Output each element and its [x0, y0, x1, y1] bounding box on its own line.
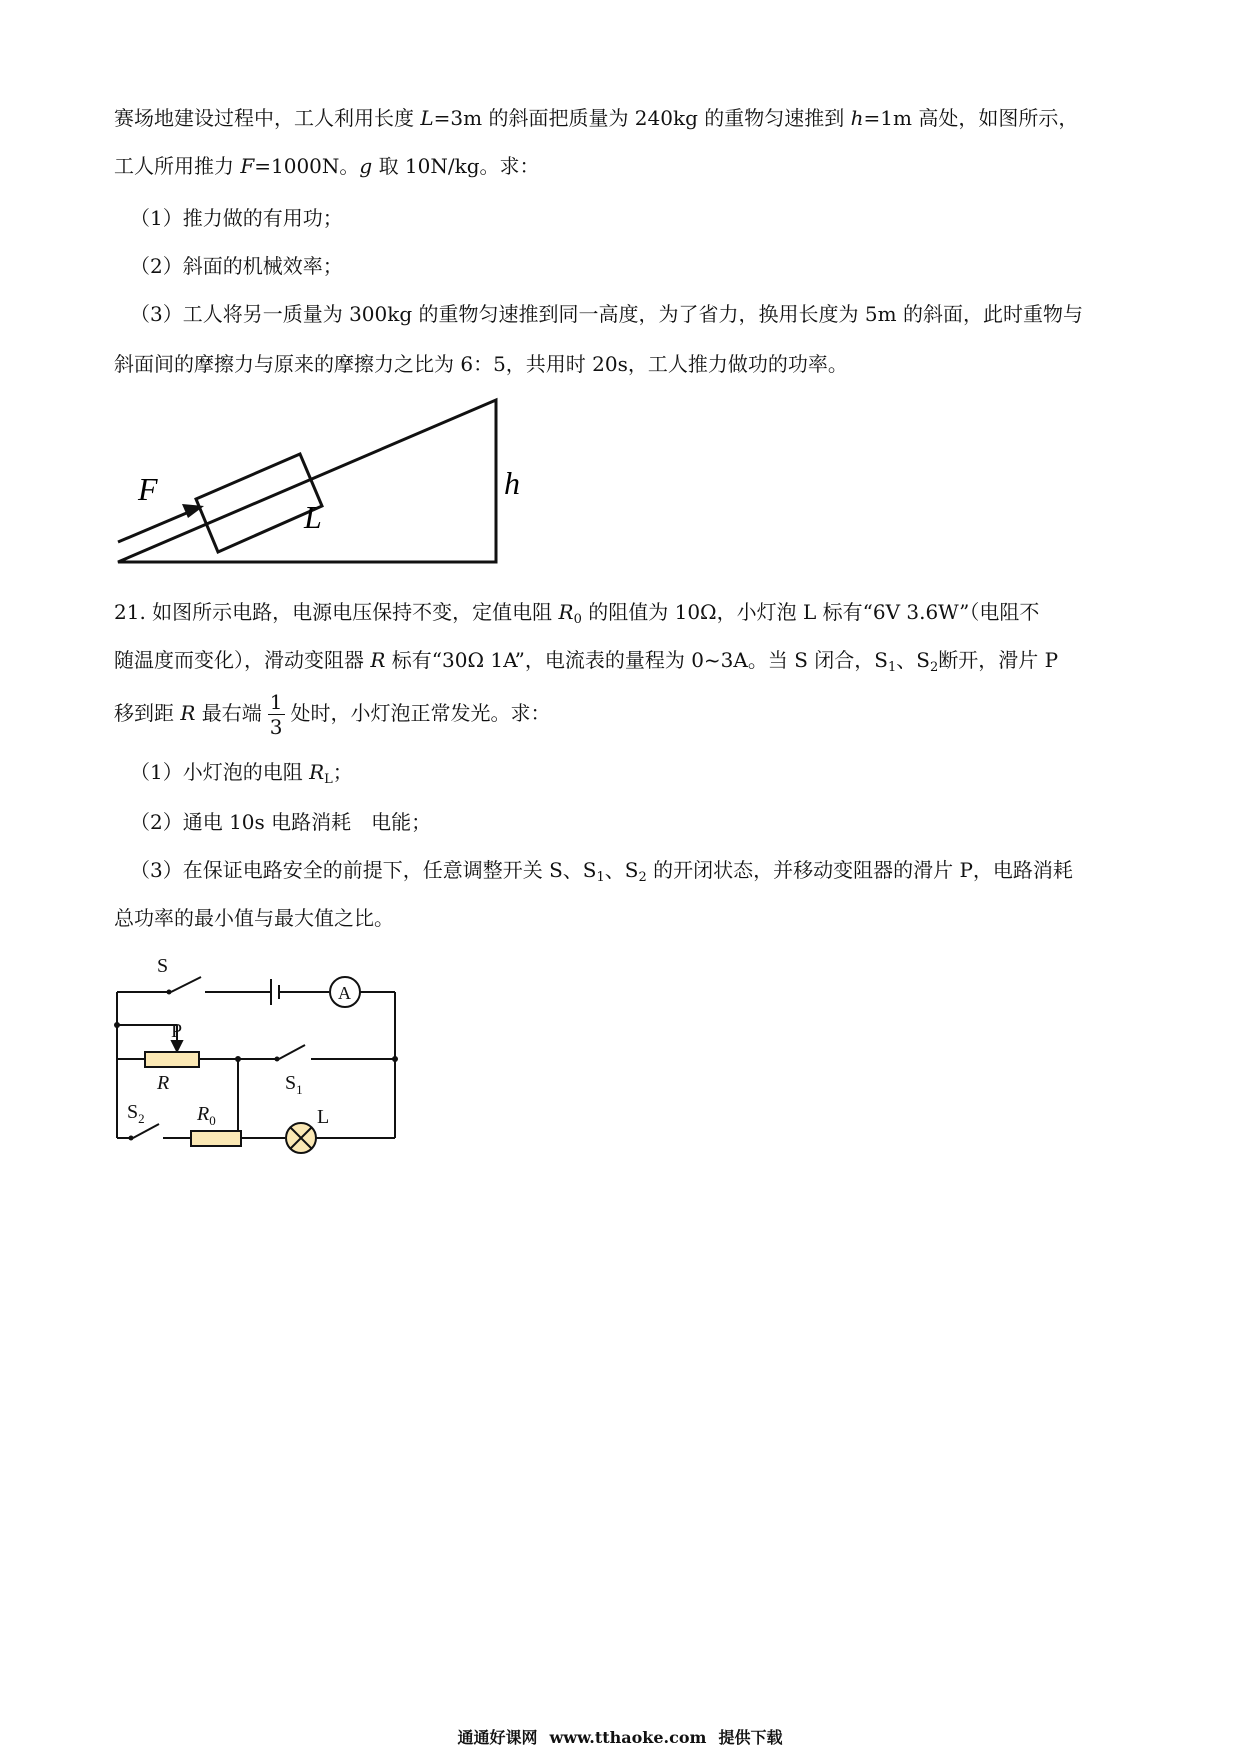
- footer-site: 通通好课网: [457, 1728, 538, 1747]
- fraction-one-third: $\frac{1}{3}$: [269, 690, 283, 739]
- q20-part-3-line-2: 斜面间的摩擦力与原来的摩擦力之比为 6：5，共用时 20s，工人推力做功的功率。: [114, 352, 848, 376]
- q21-line-3: 移到距 R 最右端 $\frac{1}{3}$ 处时，小灯泡正常发光。求：: [114, 690, 551, 739]
- incline-figure: [100, 390, 520, 570]
- q21-line-1: 21. 如图所示电路，电源电压保持不变，定值电阻 $R_0$ 的阻值为 10Ω，小灯泡 L 标有“6V 3.6W”（电阻不: [114, 600, 1040, 627]
- circuit-figure: [105, 955, 405, 1155]
- footer-url[interactable]: www.tthaoke.com: [549, 1728, 707, 1747]
- q21-part-3-line-1: （3）在保证电路安全的前提下，任意调整开关 S、$S_1$、$S_2$ 的开闭状态，并移动变阻器的滑片 P，电路消耗: [130, 858, 1073, 885]
- q21-part-2: （2）通电 10s 电路消耗 电能；: [130, 810, 432, 834]
- ammeter-label: A: [338, 983, 351, 1003]
- q20-line-1: 赛场地建设过程中，工人利用长度 L=3m 的斜面把质量为 240kg 的重物匀速推到 h=1m 高处，如图所示，: [114, 106, 1079, 130]
- height-label: h: [504, 465, 520, 501]
- lamp-label: L: [317, 1106, 330, 1128]
- switch-s-lever: [171, 977, 201, 992]
- switch-s-label: S: [157, 955, 169, 977]
- q21-part-3-line-2: 总功率的最小值与最大值之比。: [114, 906, 394, 930]
- switch-s2-lever: [133, 1124, 159, 1138]
- q20-line-2: 工人所用推力 F=1000N。g 取 10N/kg。求：: [114, 154, 540, 178]
- q20-part-3-line-1: （3）工人将另一质量为 300kg 的重物匀速推到同一高度，为了省力，换用长度为 5m 的斜面，此时重物与: [130, 302, 1083, 326]
- page-footer: [0, 1728, 1240, 1748]
- force-label: F: [138, 471, 158, 507]
- q20-part-1: （1）推力做的有用功；: [130, 206, 343, 230]
- rheostat-label: R: [157, 1072, 170, 1094]
- slider-p-arrow: [172, 1041, 182, 1051]
- q21-part-1: （1）小灯泡的电阻 $R_L$；: [130, 760, 353, 787]
- q20-part-2: （2）斜面的机械效率；: [130, 254, 343, 278]
- switch-s2-label: $S_2$: [127, 1101, 145, 1126]
- switch-s1-lever: [279, 1045, 305, 1059]
- footer-suffix: 提供下载: [718, 1728, 783, 1747]
- resistor-r0: [191, 1131, 241, 1146]
- rheostat-r: [145, 1052, 199, 1067]
- switch-s1-label: $S_1$: [285, 1072, 303, 1097]
- resistor-r0-label: $R_0$: [197, 1103, 216, 1128]
- slider-p-label: P: [171, 1020, 183, 1042]
- incline-triangle: [118, 400, 496, 562]
- force-arrow-shaft: [118, 509, 196, 542]
- q21-line-2: 随温度而变化），滑动变阻器 R 标有“30Ω 1A”，电流表的量程为 0~3A。当 S 闭合，$S_1$、$S_2$断开，滑片 P: [114, 648, 1059, 675]
- incline-length-label: L: [304, 499, 322, 535]
